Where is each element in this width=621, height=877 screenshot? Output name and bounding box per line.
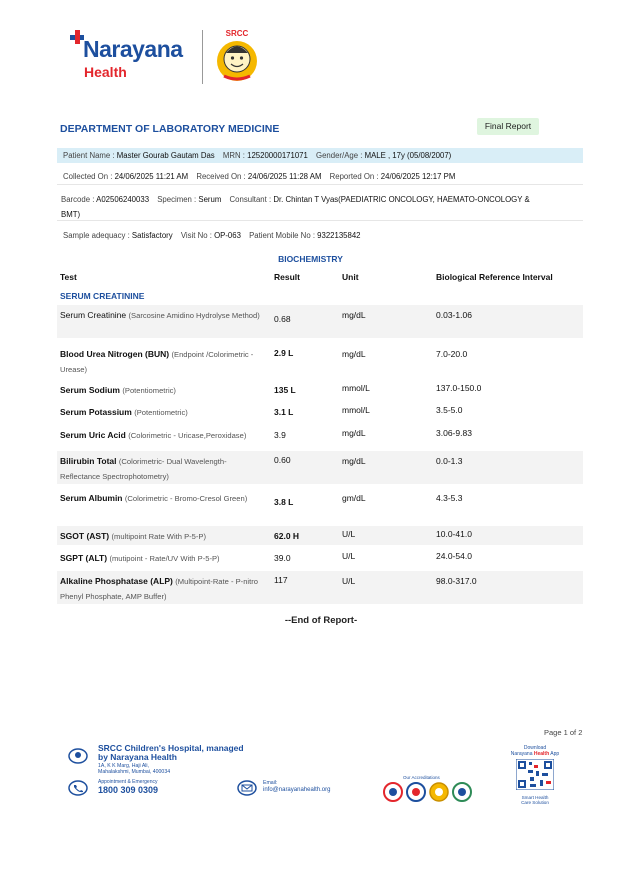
- test-method: (Sarcosine Amidino Hydrolyse Method): [128, 311, 260, 320]
- test-name: Blood Urea Nitrogen (BUN): [60, 349, 170, 359]
- final-report-badge: Final Report: [477, 118, 539, 135]
- group-title: SERUM CREATININE: [60, 291, 145, 301]
- test-method: (Multipoint-Rate - P-nitro Phenyl Phosphate, AMP Buffer): [60, 577, 258, 601]
- test-name: Serum Creatinine: [60, 310, 127, 320]
- test-method: (multipoint Rate With P-5-P): [111, 532, 207, 541]
- mobile-label: Patient Mobile No :: [249, 231, 315, 240]
- reported-value: 24/06/2025 12:17 PM: [380, 172, 456, 181]
- reference-interval: 7.0-20.0: [436, 349, 468, 359]
- footer-address: [98, 763, 170, 775]
- test-name: SGPT (ALT): [60, 553, 108, 563]
- reported-label: Reported On :: [329, 172, 379, 181]
- collected-value: 24/06/2025 11:21 AM: [114, 172, 189, 181]
- app-name-highlight: Health: [533, 751, 550, 757]
- reference-interval: 0.03-1.06: [436, 310, 472, 320]
- reference-interval: 137.0-150.0: [436, 383, 482, 393]
- accreditation-badges: [381, 782, 477, 802]
- result-value: 0.68: [274, 314, 291, 324]
- column-unit-header: Unit: [342, 272, 359, 282]
- footer-phone-label: Appointment & Emergency: [98, 779, 158, 785]
- app-name: [497, 751, 573, 757]
- test-method: (Colorimetric- Dual Wavelength- Reflectance Spectrophotometry): [60, 457, 227, 481]
- test-cell: [60, 551, 268, 566]
- result-value: 3.9: [274, 430, 286, 440]
- email-icon: [237, 780, 257, 796]
- specimen-label: Specimen :: [157, 195, 197, 204]
- footer-phone: [68, 779, 238, 799]
- end-of-report: --End of Report-: [284, 615, 358, 626]
- unit-value: U/L: [342, 576, 356, 586]
- reference-interval: 3.06-9.83: [436, 428, 472, 438]
- reference-interval: 3.5-5.0: [436, 405, 463, 415]
- reference-interval: 98.0-317.0: [436, 576, 477, 586]
- page-number: Page 1 of 2: [544, 728, 583, 737]
- specimen-value: Serum: [198, 195, 222, 204]
- footer-address-line1: 1A, K K Marg, Haji Ali,: [98, 763, 150, 769]
- table-row: [57, 402, 583, 423]
- test-name: SGOT (AST): [60, 531, 110, 541]
- table-row: [57, 425, 583, 449]
- app-tagline-2: Care Solution: [521, 800, 549, 805]
- result-value: 62.0 H: [274, 531, 300, 541]
- test-cell: [60, 491, 268, 506]
- footer-address-line2: Mahalakshmi, Mumbai, 400034: [98, 769, 171, 775]
- footer-hospital: [68, 744, 248, 774]
- test-name: Serum Sodium: [60, 385, 120, 395]
- unit-value: mg/dL: [342, 310, 366, 320]
- test-cell: [60, 405, 268, 420]
- consultant-value-cont: BMT): [61, 210, 81, 219]
- location-icon: [68, 748, 88, 764]
- result-value: 0.60: [274, 455, 291, 465]
- accreditations-label: Our Accreditations: [403, 775, 440, 780]
- unit-value: mmol/L: [342, 405, 370, 415]
- footer-phone-number[interactable]: 1800 309 0309: [98, 785, 159, 795]
- test-cell: [60, 574, 268, 604]
- logo-health-text: Health: [84, 64, 127, 80]
- test-cell: [60, 428, 268, 443]
- unit-value: mg/dL: [342, 428, 366, 438]
- unit-value: U/L: [342, 529, 356, 539]
- gender-age-label: Gender/Age :: [316, 151, 363, 160]
- table-row: [57, 380, 583, 401]
- visit-label: Visit No :: [180, 231, 212, 240]
- mrn-label: MRN :: [222, 151, 245, 160]
- barcode-label: Barcode :: [61, 195, 95, 204]
- accreditations: [381, 775, 477, 803]
- table-row: [57, 305, 583, 338]
- table-row: [57, 344, 583, 377]
- test-method: (Endpoint /Colorimetric - Urease): [60, 350, 254, 374]
- unit-value: mg/dL: [342, 349, 366, 359]
- svg-text:SRCC: SRCC: [225, 29, 249, 38]
- test-cell: [60, 347, 268, 377]
- mobile-value: 9322135842: [317, 231, 361, 240]
- visit-value: OP-063: [214, 231, 241, 240]
- footer-email: [237, 779, 377, 799]
- result-value: 3.1 L: [274, 407, 294, 417]
- section-title: BIOCHEMISTRY: [278, 254, 343, 264]
- collected-label: Collected On :: [63, 172, 113, 181]
- table-row: [57, 451, 583, 484]
- test-name: Bilirubin Total: [60, 456, 117, 466]
- test-name: Alkaline Phosphatase (ALP): [60, 576, 173, 586]
- app-name-pre: Narayana: [510, 751, 533, 757]
- table-row: [57, 488, 583, 521]
- test-method: (mutipoint - Rate/UV With P-5-P): [109, 554, 220, 563]
- test-cell: [60, 529, 268, 544]
- app-tagline-1: Smart Health: [521, 795, 549, 800]
- reference-interval: 24.0-54.0: [436, 551, 472, 561]
- test-cell: [60, 454, 268, 484]
- result-value: 2.9 L: [274, 348, 294, 358]
- received-label: Received On :: [196, 172, 246, 181]
- dates-row: [57, 168, 583, 185]
- consultant-value: Dr. Chintan T Vyas(PAEDIATRIC ONCOLOGY, HAEMATO-ONCOLOGY &: [273, 195, 530, 204]
- sample-adequacy-label: Sample adequacy :: [63, 231, 130, 240]
- footer-email-label: Email:: [263, 780, 278, 786]
- result-value: 135 L: [274, 385, 296, 395]
- barcode-value: A02506240033: [96, 195, 150, 204]
- sample-row: [57, 228, 583, 244]
- column-ref-header: Biological Reference Interval: [436, 272, 553, 282]
- table-row: [57, 548, 583, 568]
- qr-code-icon[interactable]: [516, 759, 554, 790]
- unit-value: gm/dL: [342, 493, 366, 503]
- result-value: 117: [274, 575, 288, 585]
- specimen-row: [57, 189, 583, 221]
- patient-name: Master Gourab Gautam Das: [116, 151, 215, 160]
- reference-interval: 10.0-41.0: [436, 529, 472, 539]
- footer-email-value[interactable]: info@narayanahealth.org: [263, 787, 331, 793]
- test-method: (Colorimetric - Bromo-Cresol Green): [124, 494, 248, 503]
- result-value: 3.8 L: [274, 497, 294, 507]
- result-value: 39.0: [274, 553, 291, 563]
- unit-value: mg/dL: [342, 456, 366, 466]
- test-cell: [60, 383, 268, 398]
- test-name: Serum Uric Acid: [60, 430, 126, 440]
- consultant-label: Consultant :: [229, 195, 272, 204]
- test-cell: [60, 308, 268, 323]
- test-name: Serum Potassium: [60, 407, 132, 417]
- column-test-header: Test: [60, 272, 77, 282]
- narayana-health-logo: [70, 28, 270, 88]
- patient-info-row: [57, 148, 583, 163]
- table-row: [57, 526, 583, 545]
- app-name-post: App: [550, 751, 560, 757]
- footer-hospital-name: SRCC Children's Hospital, managed by Narayana Health: [98, 743, 244, 762]
- test-method: (Potentiometric): [134, 408, 188, 417]
- test-name: Serum Albumin: [60, 493, 123, 503]
- reference-interval: 4.3-5.3: [436, 493, 463, 503]
- department-title: DEPARTMENT OF LABORATORY MEDICINE: [60, 123, 280, 135]
- received-value: 24/06/2025 11:28 AM: [247, 172, 322, 181]
- logo-divider: [202, 30, 203, 84]
- download-app-block: [497, 745, 573, 805]
- test-method: (Potentiometric): [122, 386, 176, 395]
- mrn-value: 12520000171071: [247, 151, 308, 160]
- unit-value: mmol/L: [342, 383, 370, 393]
- app-download-label: Download: [523, 745, 547, 751]
- srcc-logo: [214, 28, 260, 86]
- logo-narayana-text: Narayana: [83, 36, 183, 62]
- column-result-header: Result: [274, 272, 300, 282]
- test-method: (Colorimetric - Uricase,Peroxidase): [128, 431, 247, 440]
- phone-icon: [68, 780, 88, 796]
- unit-value: U/L: [342, 551, 356, 561]
- table-row: [57, 571, 583, 604]
- patient-name-label: Patient Name :: [63, 151, 115, 160]
- gender-age-value: MALE , 17y (05/08/2007): [364, 151, 452, 160]
- reference-interval: 0.0-1.3: [436, 456, 463, 466]
- sample-adequacy-value: Satisfactory: [131, 231, 173, 240]
